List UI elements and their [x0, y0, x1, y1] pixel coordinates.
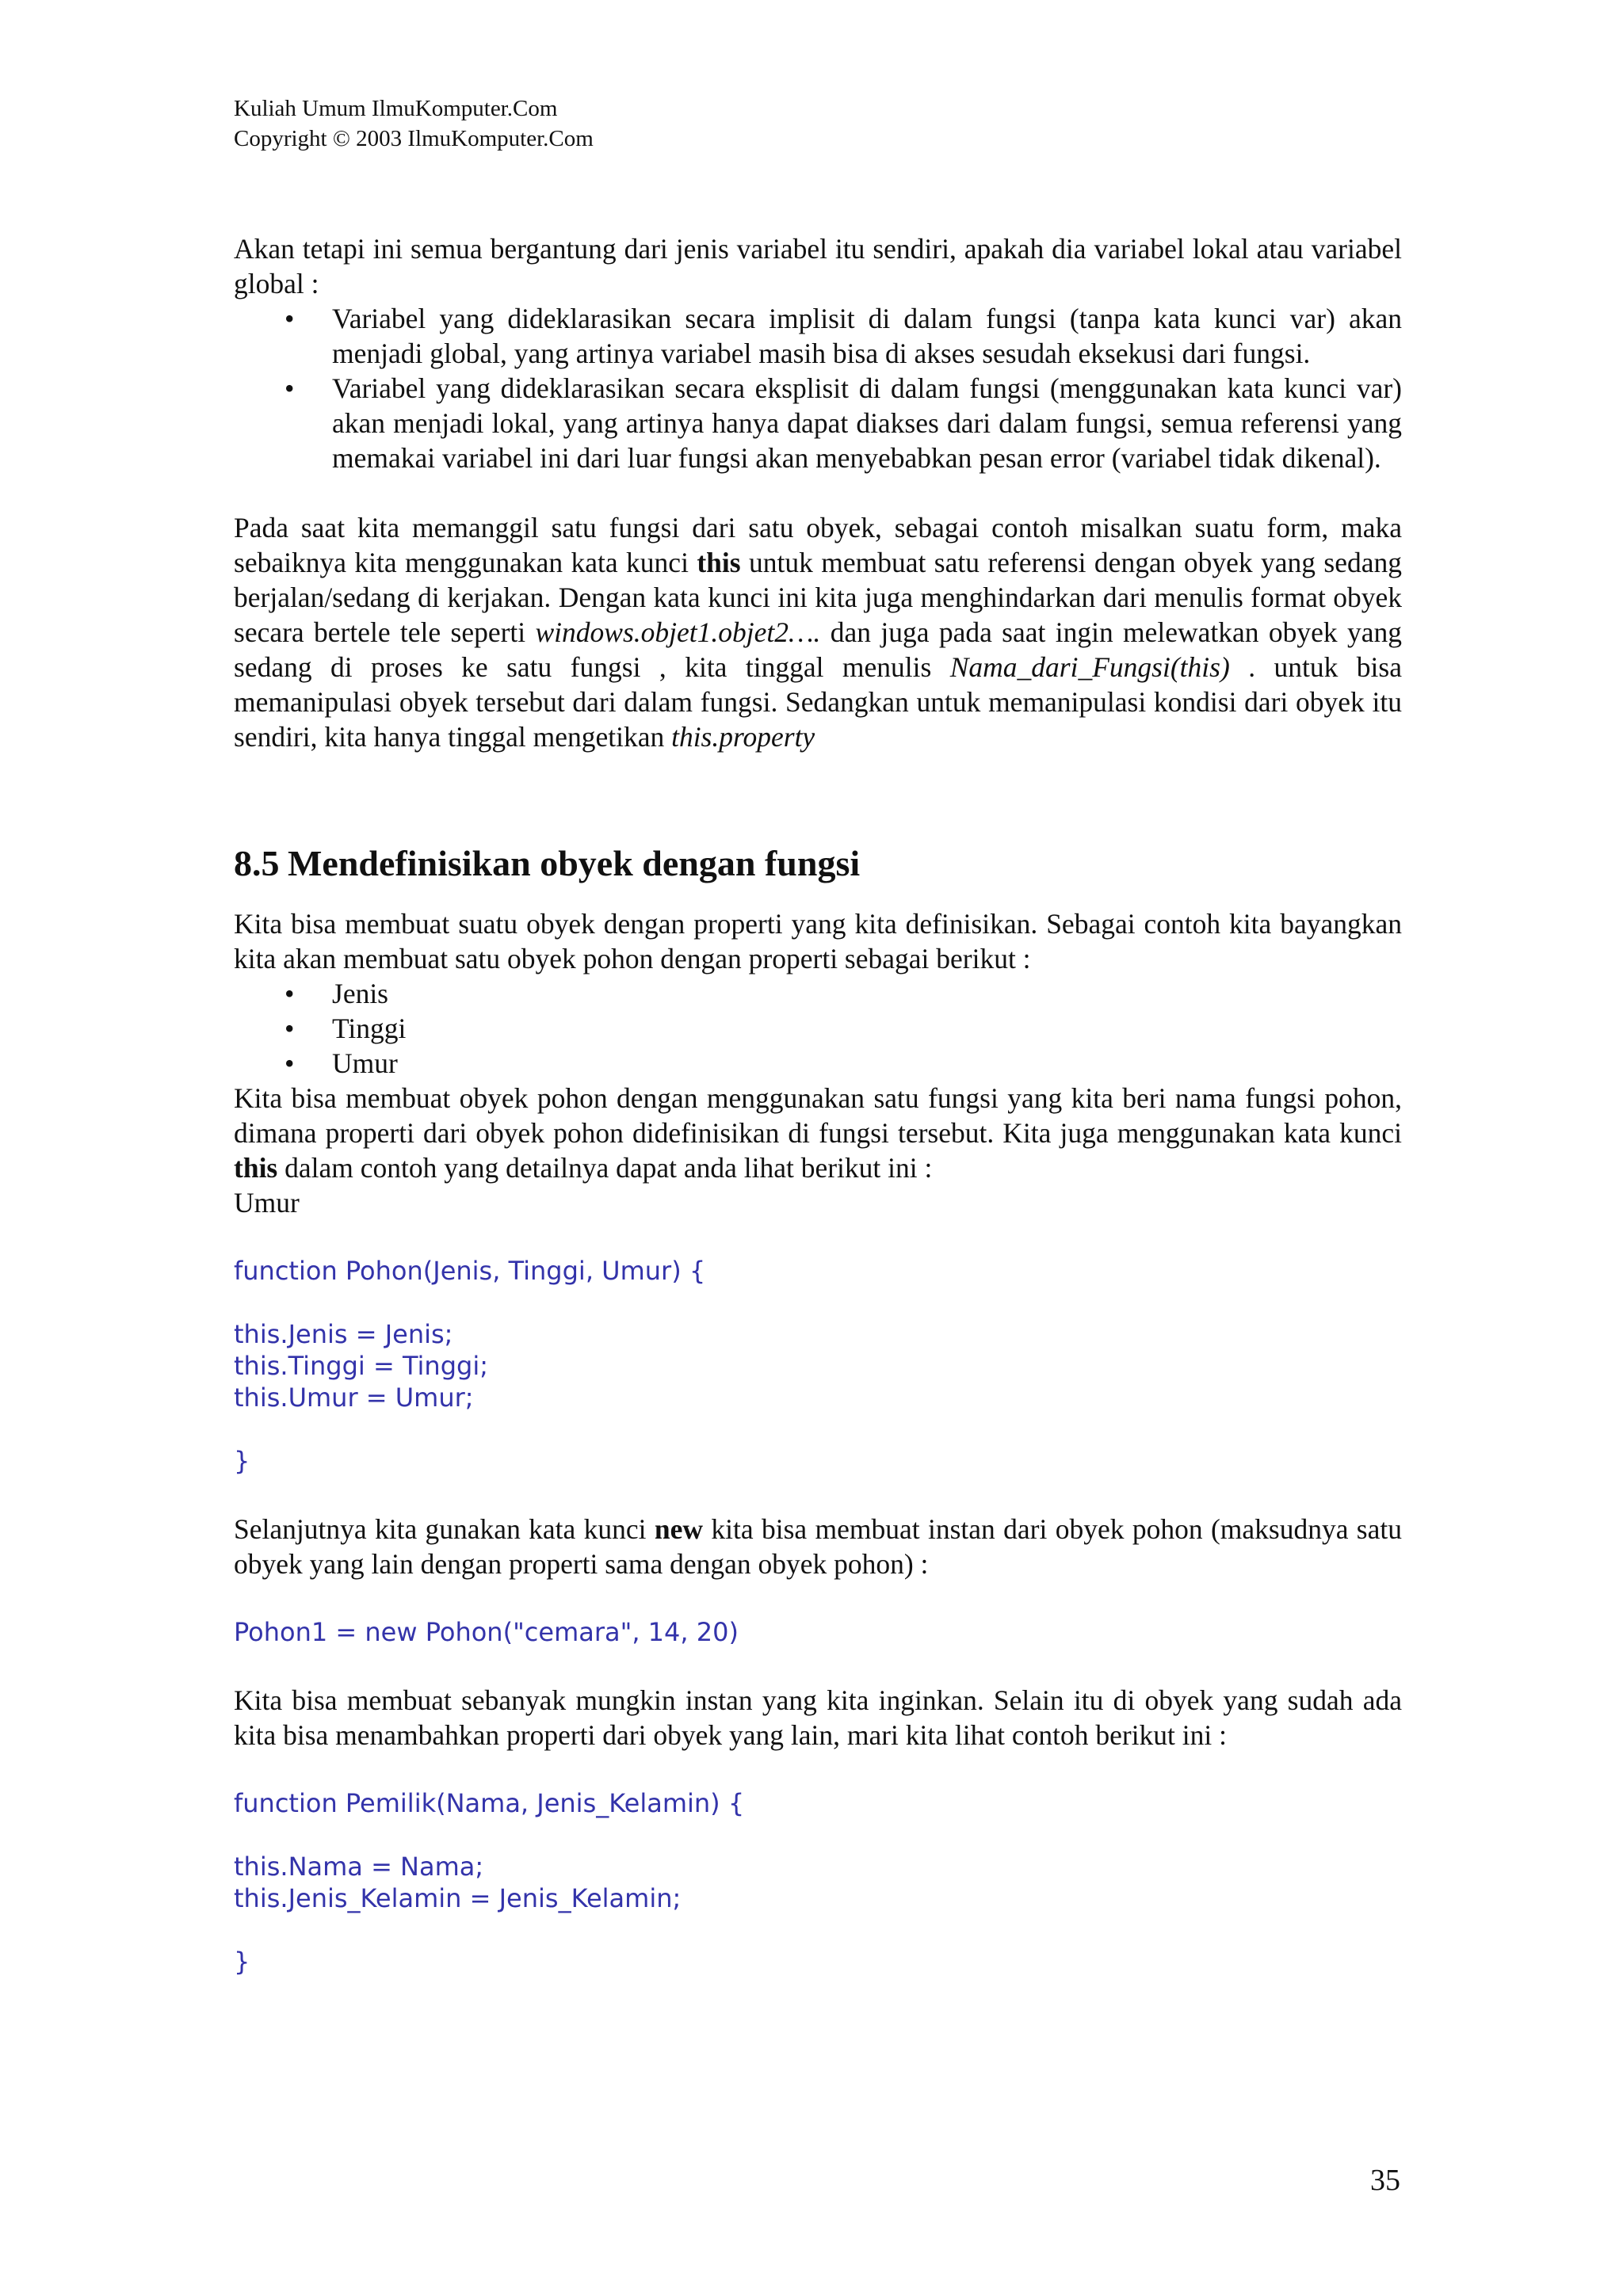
code-line: function Pohon(Jenis, Tinggi, Umur) {	[234, 1256, 706, 1286]
section-intro-paragraph: Kita bisa membuat suatu obyek dengan properti yang kita definisikan. Sebagai contoh kita bayangkan kita akan membuat satu obyek pohon dengan properti sebagai berikut :	[234, 908, 1402, 974]
italic-example: windows.objet1.objet2….	[535, 616, 821, 648]
code-blank-line	[234, 1914, 1402, 1946]
code-blank-line	[234, 1413, 1402, 1445]
text-run: dalam contoh yang detailnya dapat anda lihat berikut ini :	[277, 1152, 933, 1184]
text-run: . untuk bisa memanipulasi obyek tersebut dari dalam fungsi. Sedangkan untuk memanipulasi kondisi dari obyek itu sendiri, kita hanya tinggal mengetikan	[234, 651, 1402, 753]
list-item: • Umur	[234, 1046, 1402, 1081]
keyword-new: new	[654, 1513, 704, 1545]
section-title: Mendefinisikan obyek dengan fungsi	[288, 843, 861, 883]
text-run: Selanjutnya kita gunakan kata kunci	[234, 1513, 655, 1545]
text-run: dan juga pada saat ingin melewatkan obyek yang sedang di proses ke satu fungsi , kita tinggal menulis	[234, 616, 1402, 683]
code-line: this.Umur = Umur;	[234, 1383, 474, 1413]
spacer	[234, 887, 1402, 906]
code-line: this.Nama = Nama;	[234, 1852, 484, 1882]
code-block-instan	[234, 1616, 1402, 1648]
list-item: • Tinggi	[234, 1011, 1402, 1046]
keyword-this: this	[697, 547, 741, 578]
spacer	[234, 1220, 1402, 1255]
italic-example: Nama_dari_Fungsi(this)	[949, 651, 1230, 683]
spacer	[234, 754, 1402, 840]
header-line-2: Copyright © 2003 IlmuKomputer.Com	[234, 126, 594, 151]
pohon-property-list	[234, 976, 1402, 1081]
code-line: Pohon1 = new Pohon("cemara", 14, 20)	[234, 1617, 739, 1647]
code-line: }	[234, 1947, 250, 1977]
section-number: 8.5	[234, 843, 280, 883]
page-content	[234, 231, 1402, 1978]
instan-paragraph: Kita bisa membuat sebanyak mungkin instan yang kita inginkan. Selain itu di obyek yang sudah ada kita bisa menambahkan properti dari obyek yang lain, mari kita lihat contoh berikut ini :	[234, 1684, 1402, 1751]
code-block-pemilik	[234, 1787, 1402, 1978]
header-line-1: Kuliah Umum IlmuKomputer.Com	[234, 96, 558, 121]
text-run: Kita bisa membuat obyek pohon dengan menggunakan satu fungsi yang kita beri nama fungsi pohon, dimana properti dari obyek pohon didefinisikan di fungsi tersebut. Kita juga menggunakan kata kunci	[234, 1082, 1402, 1149]
code-block-pohon	[234, 1255, 1402, 1477]
text-run: kita bisa membuat instan dari obyek pohon (maksudnya satu obyek yang lain dengan properti sama dengan obyek pohon) :	[234, 1513, 1402, 1580]
code-line: this.Jenis = Jenis;	[234, 1319, 453, 1349]
spacer	[234, 475, 1402, 510]
page-number: 35	[1370, 2164, 1400, 2197]
spacer	[234, 1648, 1402, 1683]
spacer	[234, 1477, 1402, 1512]
code-line: this.Jenis_Kelamin = Jenis_Kelamin;	[234, 1883, 682, 1913]
code-blank-line	[234, 1819, 1402, 1851]
list-item: • Jenis	[234, 976, 1402, 1011]
list-item: • Variabel yang dideklarasikan secara implisit di dalam fungsi (tanpa kata kunci var) akan menjadi global, yang artinya variabel masih bisa di akses sesudah eksekusi dari fungsi.	[234, 301, 1402, 371]
text-run: untuk membuat satu referensi dengan obyek yang sedang berjalan/sedang di kerjakan. Dengan kata kunci ini kita juga menghindarkan dari menulis format obyek secara bertele tele seperti	[234, 547, 1403, 648]
this-keyword-paragraph	[234, 510, 1402, 754]
list-item: • Variabel yang dideklarasikan secara eksplisit di dalam fungsi (menggunakan kata kunci var) akan menjadi lokal, yang artinya hanya dapat diakses dari dalam fungsi, semua referensi yang memakai variabel ini dari luar fungsi akan menyebabkan pesan error (variabel tidak dikenal).	[234, 371, 1402, 475]
code-line: }	[234, 1446, 250, 1476]
code-line: function Pemilik(Nama, Jenis_Kelamin) {	[234, 1788, 745, 1818]
new-keyword-paragraph	[234, 1512, 1402, 1581]
code-line: this.Tinggi = Tinggi;	[234, 1351, 488, 1381]
trailing-word: Umur	[234, 1187, 300, 1219]
intro-paragraph: Akan tetapi ini semua bergantung dari jenis variabel itu sendiri, apakah dia variabel lokal atau variabel global :	[234, 233, 1402, 299]
code-blank-line	[234, 1287, 1402, 1318]
keyword-this: this	[234, 1152, 278, 1184]
variable-scope-list	[234, 301, 1402, 475]
pohon-paragraph	[234, 1081, 1402, 1185]
section-heading	[234, 840, 1402, 887]
page-header	[234, 93, 594, 154]
text-run: Pada saat kita memanggil satu fungsi dari satu obyek, sebagai contoh misalkan suatu form, maka sebaiknya kita menggunakan kata kunci	[234, 512, 1402, 578]
spacer	[234, 1753, 1402, 1787]
italic-example: this.property	[671, 721, 815, 753]
spacer	[234, 1581, 1402, 1616]
